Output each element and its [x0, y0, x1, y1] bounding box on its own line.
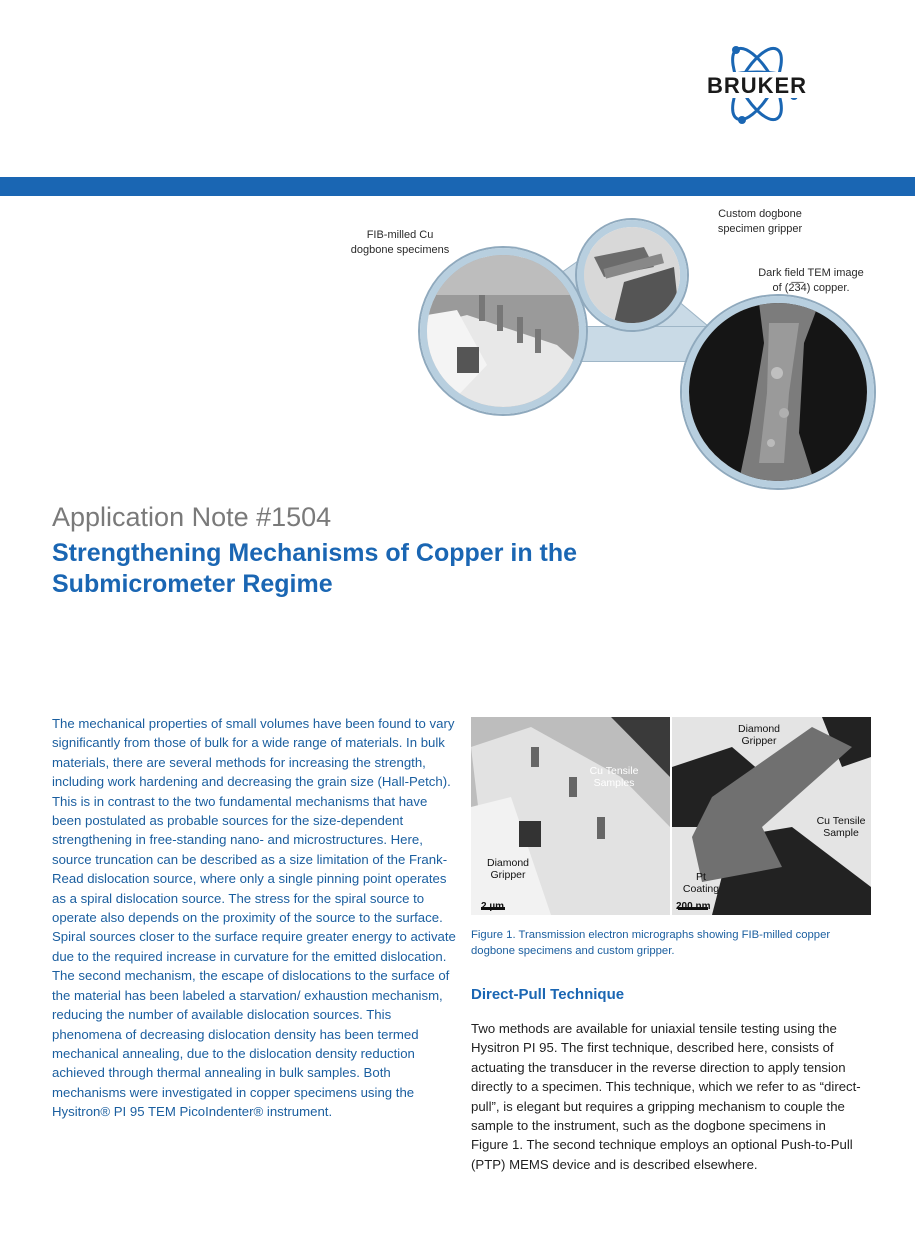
bruker-logo: [682, 40, 832, 130]
scale-bar-left: 2 µm: [481, 901, 504, 912]
intro-paragraph: The mechanical properties of small volumes have been found to vary significantly from those of bulk for a wide range of materials. In bulk materials, there are several methods for increasing the strength, including work hardening and decreasing the grain size (Hall-Petch). This is in contrast to the two fundamental mechanisms that have been postulated as probable sources for the size-dependent strengthening in free-standing nano- and microstructures. Here, source truncation can be described as a size limitation of the Frank-Read dislocation source, where only a single pinning point operates as a spiral dislocation source. The stress for the spiral source to operate also depends on the proximity of the source to the surface. Spiral sources closer to the surface require greater energy to activate due to the required increase in curvature for the emitted dislocation. The second mechanism, the escape of dislocations to the surface of the material has been labeled a starvation/ exhaustion mechanism, reducing the number of available dislocation sources. This phenomena of decreasing dislocation density has been termed mechanical annealing, due to the dislocation density reduction achieved through thermal annealing in bulk samples. Both mechanisms were investigated in copper specimens using the Hysitron® PI 95 TEM PicoIndenter® instrument.: [52, 716, 456, 1120]
label-cu-tensile-sample: Cu Tensile Sample: [816, 815, 866, 839]
gripper-micrograph: [577, 220, 687, 330]
section-heading: Direct-Pull Technique: [471, 986, 625, 1003]
tem-caption: Dark field TEM image of (2̅3̅4) copper.: [758, 267, 864, 294]
specimens-caption: FIB-milled Cu dogbone specimens: [350, 229, 450, 256]
label-cu-tensile-samples: Cu Tensile Samples: [589, 765, 639, 789]
gripper-caption: Custom dogbone specimen gripper: [717, 208, 803, 235]
figure-left-panel: [471, 717, 670, 915]
page-title: Strengthening Mechanisms of Copper in the Submicrometer Regime: [52, 539, 578, 598]
direct-pull-paragraph: Two methods are available for uniaxial tensile testing using the Hysitron PI 95. The first technique, described here, consists of actuating the transducer in the reverse direction to apply tension directly to a specimen. This technique, which we refer to as “direct-pull”, is elegant but requires a gripping mechanism to couple the sample to the instrument, such as the dogbone specimens in Figure 1. The second technique employs an optional Push-to-Pull (PTP) MEMS device and is described elsewhere.: [471, 1021, 861, 1172]
label-pt-coating: Pt Coating: [682, 871, 720, 895]
figure-caption: Figure 1. Transmission electron micrographs showing FIB-milled copper dogbone specimens and custom gripper.: [471, 929, 831, 957]
label-diamond-gripper: Diamond Gripper: [486, 857, 530, 881]
tem-micrograph: [682, 296, 874, 488]
label-diamond-gripper-right: Diamond Gripper: [737, 723, 781, 747]
brand-name: BRUKER: [706, 73, 808, 98]
scale-bar-right: 200 nm: [676, 901, 711, 912]
app-note-number: Application Note #1504: [52, 502, 332, 532]
specimens-micrograph: [420, 248, 586, 414]
header-bar: [0, 177, 915, 196]
figure-right-panel: [672, 717, 871, 915]
